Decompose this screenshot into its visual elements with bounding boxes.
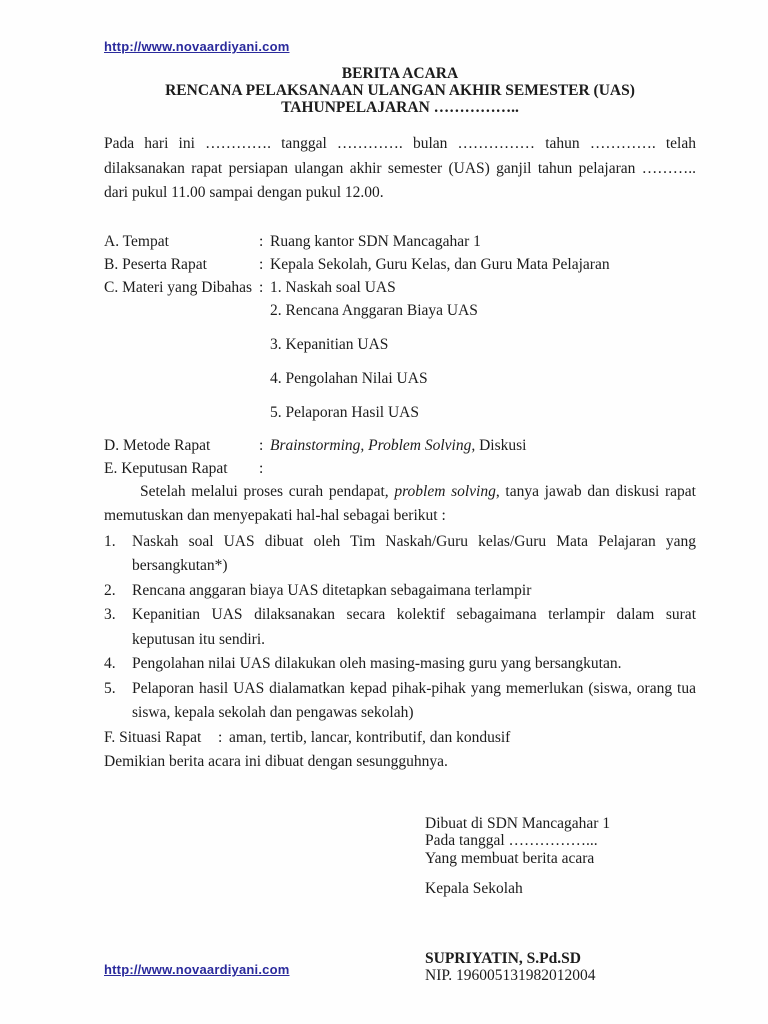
materi-item-1-text: 1. Naskah soal UAS	[270, 278, 396, 296]
document-title	[104, 65, 696, 116]
closing-statement: Demikian berita acara ini dibuat dengan sesungguhnya.	[104, 753, 448, 770]
materi-item-2: 2. Rencana Anggaran Biaya UAS	[270, 301, 478, 319]
detail-value-keputusan	[270, 457, 696, 480]
detail-row-metode	[104, 434, 696, 457]
detail-label-metode: D. Metode Rapat	[104, 436, 211, 454]
decision-text: Pengolahan nilai UAS dilakukan oleh masing-masing guru yang bersangkutan.	[132, 655, 622, 672]
title-line-1: BERITA ACARA	[341, 65, 459, 82]
intro-part-2: , tanya jawab dan diskusi rapat memutuskan dan menyepakati hal-hal sebagai berikut :	[104, 482, 696, 524]
signature-maker-line: Yang membuat berita acara	[425, 849, 595, 867]
signer-nip: NIP. 196005131982012004	[425, 967, 596, 984]
header-site-link[interactable]: http://www.novaardiyani.com	[104, 39, 290, 54]
materi-item-5: 5. Pelaporan Hasil UAS	[270, 403, 419, 421]
opening-paragraph: Pada hari ini …………. tanggal …………. bulan …………… tahun …………. telah dilaksanakan rapat persiapan ulangan akhir semester (UAS) ganjil tahun pelajaran ……….. dari pukul 11.00 sampai dengan pukul 12.00.	[104, 135, 696, 201]
detail-label-materi: C. Materi yang Dibahas	[104, 278, 253, 296]
decision-intro-paragraph	[104, 480, 696, 529]
colon-separator: :	[259, 232, 264, 250]
decision-item-2	[104, 579, 696, 604]
colon-separator: :	[259, 436, 264, 454]
signature-place-line: Dibuat di SDN Mancagahar 1	[425, 814, 611, 832]
materi-items	[259, 276, 696, 424]
title-line-2: RENCANA PELAKSANAAN ULANGAN AKHIR SEMESTER (UAS)	[165, 82, 635, 99]
colon-separator: :	[259, 278, 264, 296]
intro-italic: problem solving	[394, 482, 496, 500]
decision-number: 5.	[104, 679, 116, 697]
meeting-details	[104, 230, 696, 480]
decision-item-1	[104, 530, 696, 579]
footer-site-link[interactable]: http://www.novaardiyani.com	[104, 962, 290, 977]
decision-text: Kepanitian UAS dilaksanakan secara kolektif sebagaimana terlampir dalam surat keputusan itu sendiri.	[132, 606, 696, 648]
document-content	[104, 38, 696, 985]
signature-date-line: Pada tanggal ……………...	[425, 832, 598, 849]
detail-value-metode	[270, 434, 696, 457]
metode-italic-part: Brainstorming, Problem Solving,	[270, 436, 476, 454]
title-line-3: TAHUNPELAJARAN ……………..	[281, 99, 519, 116]
intro-part-1: Setelah melalui proses curah pendapat,	[140, 482, 395, 500]
signature-block	[425, 815, 696, 985]
decision-text: Pelaporan hasil UAS dialamatkan kepad pihak-pihak yang memerlukan (siswa, orang tua siswa, kepala sekolah dan pengawas sekolah)	[132, 679, 696, 721]
decision-item-5	[104, 677, 696, 726]
decision-item-4	[104, 652, 696, 677]
colon-separator: :	[218, 728, 223, 746]
decision-text: Rencana anggaran biaya UAS ditetapkan sebagaimana terlampir	[132, 581, 532, 599]
decision-text: Naskah soal UAS dibuat oleh Tim Naskah/Guru kelas/Guru Mata Pelajaran yang bersangkutan*)	[132, 532, 696, 574]
detail-value-situasi: aman, tertib, lancar, kontributif, dan kondusif	[229, 728, 511, 746]
detail-row-keputusan	[104, 457, 696, 480]
decision-number: 4.	[104, 655, 116, 672]
decision-number: 1.	[104, 532, 116, 550]
materi-item-4: 4. Pengolahan Nilai UAS	[270, 369, 428, 387]
detail-label-tempat: A. Tempat	[104, 232, 169, 250]
detail-row-tempat	[104, 230, 696, 253]
detail-row-situasi	[104, 726, 696, 751]
signature-role-line: Kepala Sekolah	[425, 880, 523, 897]
colon-separator: :	[259, 459, 264, 477]
materi-item-3: 3. Kepanitian UAS	[270, 335, 389, 353]
detail-label-keputusan: E. Keputusan Rapat	[104, 459, 228, 477]
decisions-list	[104, 530, 696, 726]
detail-row-peserta	[104, 253, 696, 276]
decision-number: 2.	[104, 581, 116, 599]
detail-value-tempat: Ruang kantor SDN Mancagahar 1	[270, 232, 481, 250]
detail-label-peserta: B. Peserta Rapat	[104, 255, 207, 273]
colon-separator: :	[259, 255, 264, 273]
materi-item-1	[259, 276, 696, 299]
decision-item-3	[104, 603, 696, 652]
detail-label-situasi: F. Situasi Rapat	[104, 728, 202, 746]
decision-number: 3.	[104, 606, 116, 623]
detail-row-materi	[104, 276, 696, 424]
metode-regular-part: Diskusi	[475, 436, 527, 454]
signer-name: SUPRIYATIN, S.Pd.SD	[425, 949, 581, 967]
detail-value-peserta: Kepala Sekolah, Guru Kelas, dan Guru Mata Pelajaran	[270, 255, 610, 273]
